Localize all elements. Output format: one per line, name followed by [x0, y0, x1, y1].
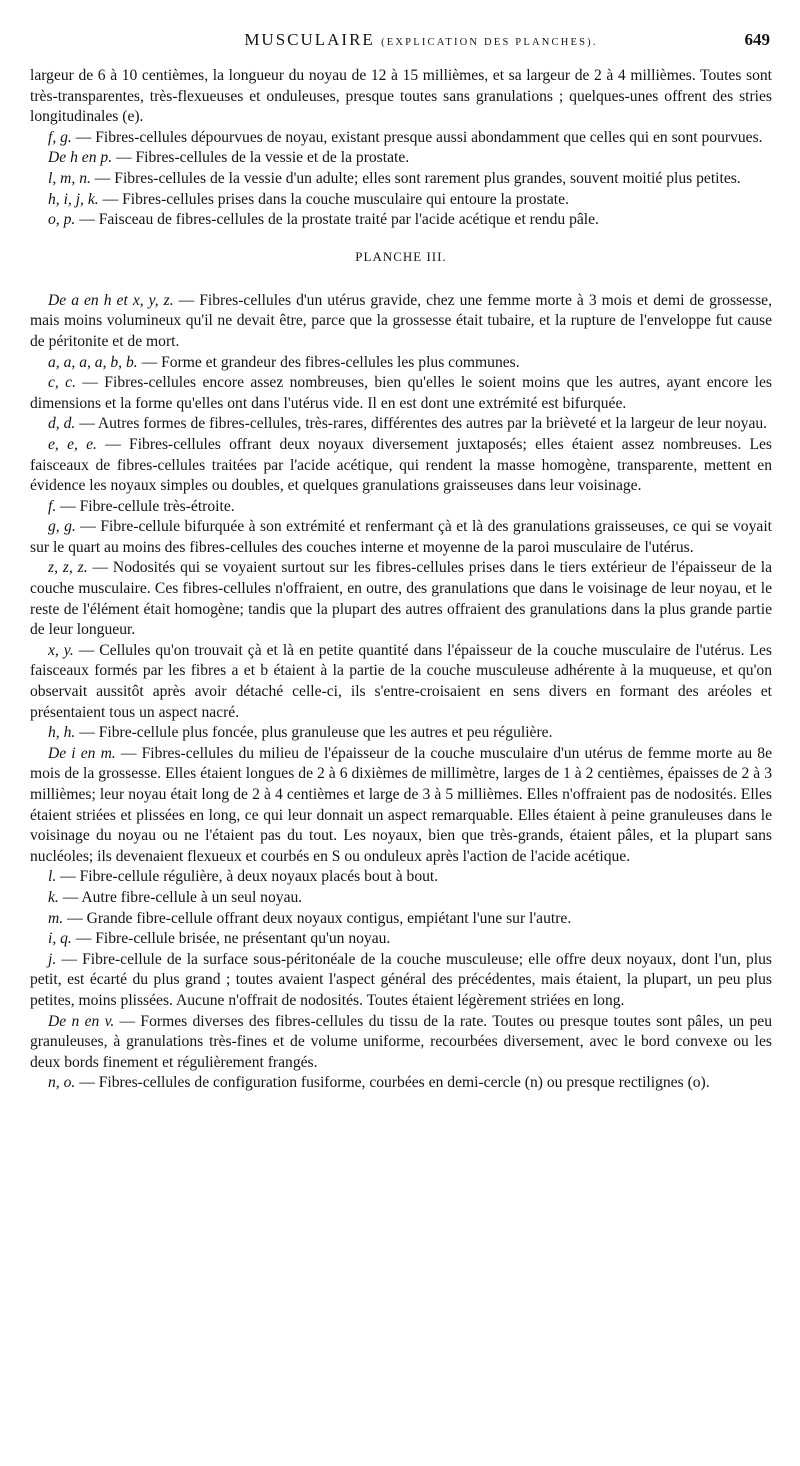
paragraph-text: — Nodosités qui se voyaient surtout sur les fibres-cellules prises dans le tiers extérieur de l'épaisseur de la couche musculaire. Ces fibres-cellules n'offraient, en outre, des granulations que dans le voisinage de leur noyau, et le reste de l'élément était homogène; tandis que la plupart des autres offraient des granulations dans la plus grande partie de leur longueur. [30, 559, 772, 639]
figure-label: f, g. [48, 128, 72, 146]
paragraph-text: — Fibres-cellules du milieu de l'épaisseur de la couche musculaire d'un utérus de femme morte au 8e mois de la grossesse. Elles étaient longues de 2 à 6 dixièmes de millimètre, larges de 1 à 2 centièmes, épaisses de 2 à 3 millièmes; leur noyau était long de 2 à 4 centièmes et large de 3 à 5 millièmes. Elles n'offraient pas de nodosités. Elles étaient striées et plissées en long, ce qui leur donnait un aspect remarquable. Elles étaient à peine granuleuses dans le voisinage du noyau ou ne l'étaient pas du tout. Les noyaux, bien que très-grands, étaient pâles, et la plupart sans nucléoles; ils devenaient flexueux et courbés en S ou onduleux après l'action de l'acide acétique. [30, 744, 773, 865]
figure-label: o, p. [48, 211, 76, 229]
figure-label: De h en p. [48, 149, 113, 167]
paragraph [30, 723, 772, 744]
paragraph-text: — Fibre-cellule brisée, ne présentant qu'un noyau. [75, 930, 391, 948]
paragraph-text: — Forme et grandeur des fibres-cellules les plus communes. [141, 353, 520, 371]
paragraph-text: — Fibre-cellule de la surface sous-péritonéale de la couche musculeuse; elle offre deux noyaux, dont l'un, plus petit, est écarté du plus grand ; toutes avaient l'aspect général des précédentes, mais étaient, la plupart, un peu plus petites, moins plissées. Aucune n'offrait de nodosités. Toutes étaient légèrement striées en long. [30, 950, 772, 1009]
paragraph-text: — Fibre-cellule plus foncée, plus granuleuse que les autres et peu régulière. [79, 724, 553, 742]
paragraph-text: — Fibres-cellules dépourvues de noyau, existant presque aussi abondamment que celles qui en sont pourvues. [75, 128, 763, 146]
paragraph-text: — Autres formes de fibres-cellules, très-rares, différentes des autres par la brièveté et la largeur de leur noyau. [79, 415, 768, 433]
paragraph-text: — Fibre-cellule régulière, à deux noyaux placés bout à bout. [60, 868, 439, 886]
paragraph [30, 558, 772, 640]
figure-label: De n en v. [48, 1012, 115, 1030]
paragraph-text: — Fibres-cellules d'un utérus gravide, chez une femme morte à 3 mois et demi de grossesse, mais moins volumineux qu'il ne devait être, parce que la grossesse était tubaire, et la rupture de l'enveloppe fut cause de péritonite et de mort. [30, 291, 772, 350]
figure-label: h, i, j, k. [48, 190, 99, 208]
figure-label: z, z, z. [48, 559, 88, 577]
paragraph-text: — Fibres-cellules encore assez nombreuses, bien qu'elles le soient moins que les autres, ayant encore les dimensions et la forme qu'elles ont dans l'utérus vide. Il en est dont une extrémité est bifurquée. [30, 374, 772, 412]
paragraph [30, 291, 772, 353]
paragraph-text: — Fibre-cellule très-étroite. [60, 497, 235, 515]
paragraph-text: — Fibres-cellules de configuration fusiforme, courbées en demi-cercle (n) ou presque rectilignes (o). [79, 1074, 710, 1092]
paragraph-text: largeur de 6 à 10 centièmes, la longueur du noyau de 12 à 15 millièmes, et sa largeur de 2 à 4 millièmes. Toutes sont très-transparentes, très-flexueuses et onduleuses, presque toutes sans granulations ; quelques-unes offrent des stries longitudinales (e). [30, 67, 772, 126]
paragraph-text: — Cellules qu'on trouvait çà et là en petite quantité dans l'épaisseur de la couche musculaire de l'utérus. Les faisceaux formés par les fibres a et b étaient à la partie de la couche musculeuse adhérente à la muqueuse, et qu'on observait aussitôt après avoir détaché celle-ci, ils s'entre-croisaient en sens divers en formant des aréoles et présentaient tous un aspect nacré. [30, 641, 772, 721]
paragraph [30, 1012, 772, 1074]
paragraph-text: — Fibre-cellule bifurquée à son extrémité et renfermant çà et là des granulations graisseuses, ce qui se voyait sur le quart au moins des fibres-cellules des couches interne et moyenne de la paroi musculaire de l'utérus. [30, 518, 772, 556]
figure-label: De a en h et x, y, z. [48, 291, 174, 309]
paragraph-text: — Fibres-cellules prises dans la couche musculaire qui entoure la prostate. [102, 190, 569, 208]
paragraph [30, 148, 772, 169]
paragraph-text: — Formes diverses des fibres-cellules du tissu de la rate. Toutes ou presque toutes sont pâles, un peu granuleuses, à granulations très-fines et de volume uniforme, recourbées diversement, avec le bord convexe ou les deux bords finement et régulièrement frangés. [30, 1012, 772, 1071]
paragraph-text: — Fibres-cellules de la vessie et de la prostate. [116, 149, 410, 167]
figure-label: m. [48, 909, 64, 927]
paragraph [30, 950, 772, 1012]
paragraph [30, 435, 772, 497]
paragraph [30, 497, 772, 518]
paragraph-text: — Grande fibre-cellule offrant deux noyaux contigus, empiétant l'une sur l'autre. [67, 909, 572, 927]
paragraph [30, 373, 772, 414]
paragraph [30, 517, 772, 558]
paragraph [30, 744, 772, 868]
paragraph [30, 210, 772, 231]
paragraph [30, 867, 772, 888]
plate-heading: PLANCHE III. [355, 248, 447, 264]
paragraph [30, 641, 772, 723]
running-title-main: MUSCULAIRE [244, 30, 375, 49]
figure-label: k. [48, 888, 59, 906]
paragraph [30, 128, 772, 149]
figure-label: f. [48, 497, 57, 515]
figure-label: j. [48, 950, 57, 968]
running-title [32, 30, 770, 50]
figure-label: De i en m. [48, 744, 116, 762]
paragraph [30, 888, 772, 909]
paragraph [30, 169, 772, 190]
figure-label: x, y. [48, 641, 74, 659]
paragraph [30, 1073, 772, 1094]
figure-label: l. [48, 868, 57, 886]
figure-label: l, m, n. [48, 169, 91, 187]
paragraph [30, 66, 772, 128]
paragraph [30, 353, 772, 374]
paragraph-text: — Autre fibre-cellule à un seul noyau. [62, 888, 303, 906]
running-title-sub: (EXPLICATION DES PLANCHES). [381, 37, 598, 48]
figure-label: h, h. [48, 724, 76, 742]
figure-label: a, a, a, a, b, b. [48, 353, 138, 371]
paragraph-text: — Faisceau de fibres-cellules de la prostate traité par l'acide acétique et rendu pâle. [79, 211, 599, 229]
figure-label: g, g. [48, 518, 76, 536]
paragraph-text: — Fibres-cellules offrant deux noyaux diversement juxtaposés; elles étaient assez nombreuses. Les faisceaux de fibres-cellules traitées par l'acide acétique, qui rendent la masse homogène, transparente, mettent en évidence les noyaux simples ou doubles, et quelques granulations graisseuses dans leur voisinage. [30, 435, 772, 495]
running-header [32, 30, 770, 54]
body-text [30, 66, 772, 1094]
figure-label: c, c. [48, 374, 76, 392]
paragraph [30, 190, 772, 211]
paragraph-text: — Fibres-cellules de la vessie d'un adulte; elles sont rarement plus grandes, souvent moitié plus petites. [94, 169, 741, 187]
figure-label: d, d. [48, 415, 76, 433]
plate-explanations [30, 291, 772, 1094]
page-number: 649 [744, 30, 770, 49]
paragraph [30, 414, 772, 435]
figure-label: i, q. [48, 930, 72, 948]
figure-label: e, e, e. [48, 435, 97, 453]
paragraph [30, 909, 772, 930]
figure-label: n, o. [48, 1074, 76, 1092]
paragraph [30, 929, 772, 950]
